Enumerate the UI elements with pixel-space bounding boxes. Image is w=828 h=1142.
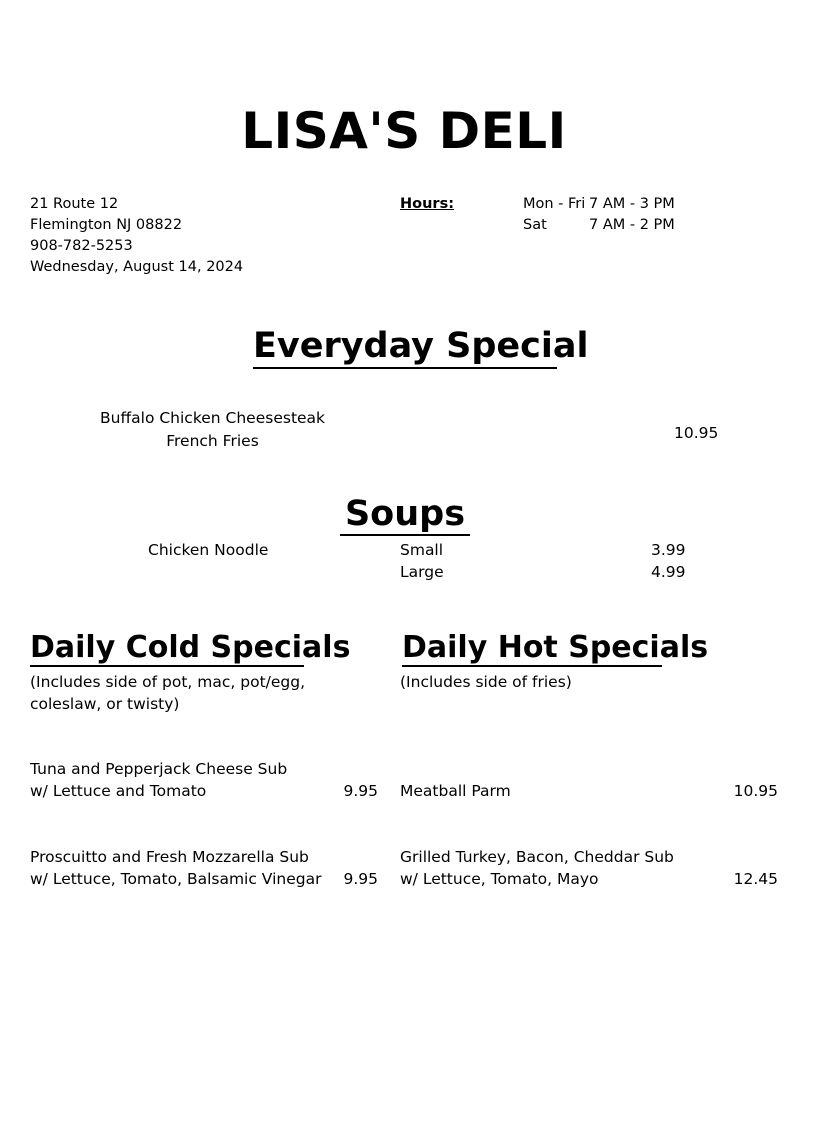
cold-note-line-1: (Includes side of pot, mac, pot/egg, [30,673,306,691]
soups-heading: Soups [340,494,470,536]
cold-specials-heading: Daily Cold Specials [30,630,351,665]
phone-number: 908-782-5253 [30,238,133,254]
soup-name: Chicken Noodle [148,541,269,559]
hours-time-weekday: 7 AM - 3 PM [589,196,675,212]
soup-size-large: Large [400,563,444,581]
everyday-item-line-1: Buffalo Chicken Cheesesteak [100,409,326,427]
menu-date: Wednesday, August 14, 2024 [30,259,244,275]
cold-item-1-price: 9.95 [343,782,378,800]
hot-item-2-line-2: w/ Lettuce, Tomato, Mayo [400,870,599,888]
cold-note-line-2: coleslaw, or twisty) [30,695,180,713]
address-line-1: 21 Route 12 [30,196,119,212]
hot-item-2-price: 12.45 [733,870,778,888]
cold-item-1-line-2: w/ Lettuce and Tomato [30,782,207,800]
hours-label: Hours: [400,196,454,212]
address-line-2: Flemington NJ 08822 [30,217,183,233]
cold-item-1-line-1: Tuna and Pepperjack Cheese Sub [30,760,288,778]
page-title: LISA'S DELI [241,102,567,160]
soup-price-large: 4.99 [651,563,686,581]
everyday-item-line-2: French Fries [166,432,259,450]
hours-time-sat: 7 AM - 2 PM [589,217,675,233]
cold-item-2-line-2: w/ Lettuce, Tomato, Balsamic Vinegar [30,870,322,888]
hot-note: (Includes side of fries) [400,673,572,691]
hot-item-2-line-1: Grilled Turkey, Bacon, Cheddar Sub [400,848,674,866]
hot-specials-heading: Daily Hot Specials [402,630,709,665]
hot-item-1-line-1: Meatball Parm [400,782,511,800]
soup-price-small: 3.99 [651,541,686,559]
cold-item-2-line-1: Proscuitto and Fresh Mozzarella Sub [30,848,309,866]
cold-item-2-price: 9.95 [343,870,378,888]
hot-item-1-price: 10.95 [733,782,778,800]
soup-size-small: Small [400,541,444,559]
everyday-special-heading: Everyday Special [253,326,557,369]
hours-day-weekday: Mon - Fri [523,196,586,212]
everyday-price: 10.95 [674,424,719,442]
hours-day-sat: Sat [523,217,547,233]
